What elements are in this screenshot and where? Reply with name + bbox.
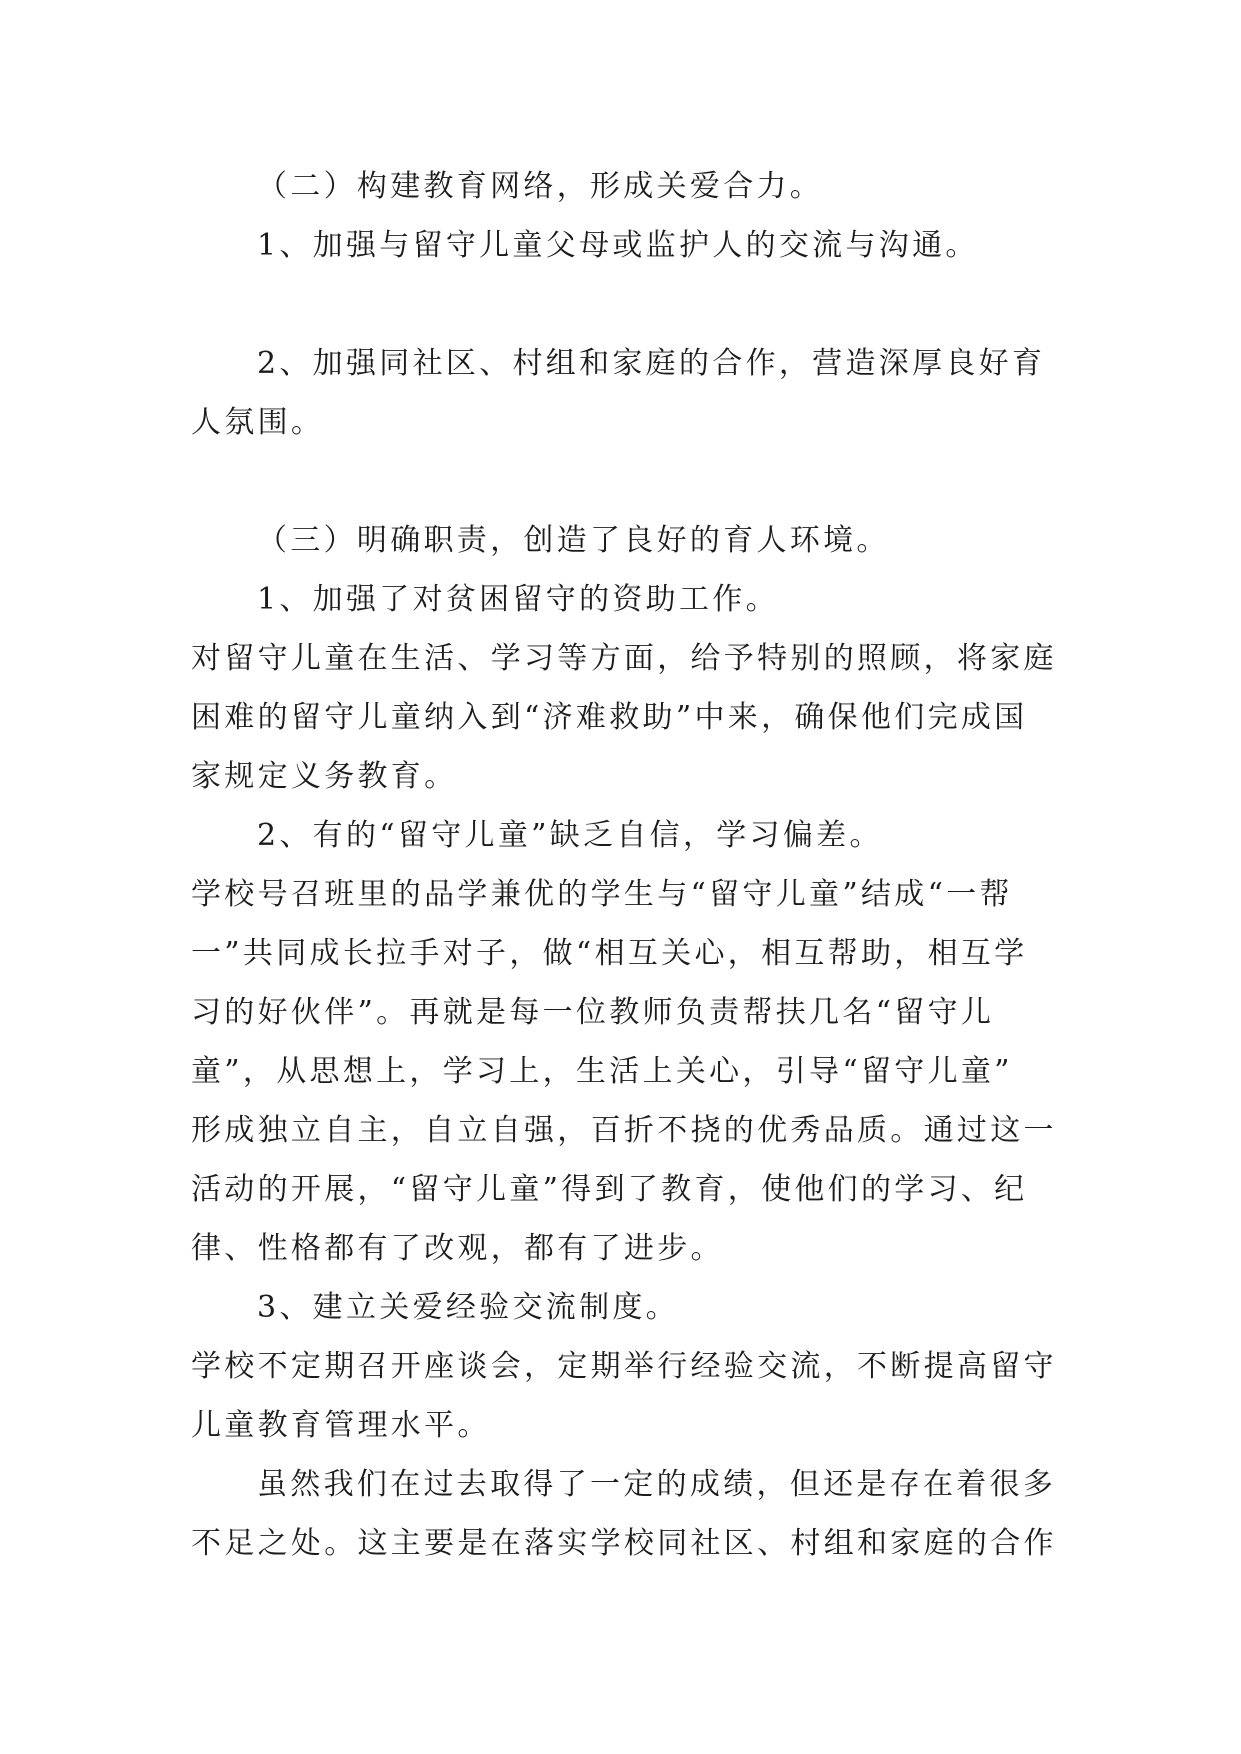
- section-heading: （三）明确职责，创造了良好的育人环境。: [257, 523, 890, 558]
- section-heading: （二）构建教育网络，形成关爱合力。: [257, 169, 824, 204]
- body-text-line: 儿童教育管理水平。: [191, 1408, 491, 1443]
- point-title: 3、建立关爱经验交流制度。: [257, 1290, 679, 1325]
- document-body: [191, 157, 1057, 1573]
- point-title: 1、加强与留守儿童父母或监护人的交流与沟通。: [257, 228, 979, 263]
- point-title: 2、加强同社区、村组和家庭的合作，营造深厚良好育: [257, 346, 1046, 381]
- body-text-line: 律、性格都有了改观，都有了进步。: [191, 1231, 724, 1266]
- closing-paragraph-line: 不足之处。这主要是在落实学校同社区、村组和家庭的合作: [191, 1526, 1057, 1561]
- body-text-line: 学校不定期召开座谈会，定期举行经验交流，不断提高留守: [191, 1349, 1057, 1384]
- body-text-line: 家规定义务教育。: [191, 759, 458, 794]
- point-title: 1、加强了对贫困留守的资助工作。: [257, 582, 779, 617]
- body-text-line: 活动的开展，“留守儿童”得到了教育，使他们的学习、纪: [191, 1172, 1028, 1207]
- body-text-line: 习的好伙伴”。再就是每一位教师负责帮扶几名“留守儿: [191, 995, 995, 1030]
- paragraph-spacer: [191, 452, 1057, 511]
- body-text-line: 困难的留守儿童纳入到“济难救助”中来，确保他们完成国: [191, 700, 1028, 735]
- point-title: 2、有的“留守儿童”缺乏自信，学习偏差。: [257, 818, 883, 853]
- body-text-line: 对留守儿童在生活、学习等方面，给予特别的照顾，将家庭: [191, 641, 1057, 676]
- paragraph-spacer: [191, 275, 1057, 334]
- body-text-line: 童”，从思想上，学习上，生活上关心，引导“留守儿童”: [191, 1054, 1013, 1089]
- body-text-line: 形成独立自主，自立自强，百折不挠的优秀品质。通过这一: [191, 1113, 1057, 1148]
- point-title-continuation: 人氛围。: [191, 405, 325, 440]
- body-text-line: 学校号召班里的品学兼优的学生与“留守儿童”结成“一帮: [191, 877, 1013, 912]
- body-text-line: 一”共同成长拉手对子，做“相互关心，相互帮助，相互学: [191, 936, 1028, 971]
- closing-paragraph-line: 虽然我们在过去取得了一定的成绩，但还是存在着很多: [257, 1467, 1057, 1502]
